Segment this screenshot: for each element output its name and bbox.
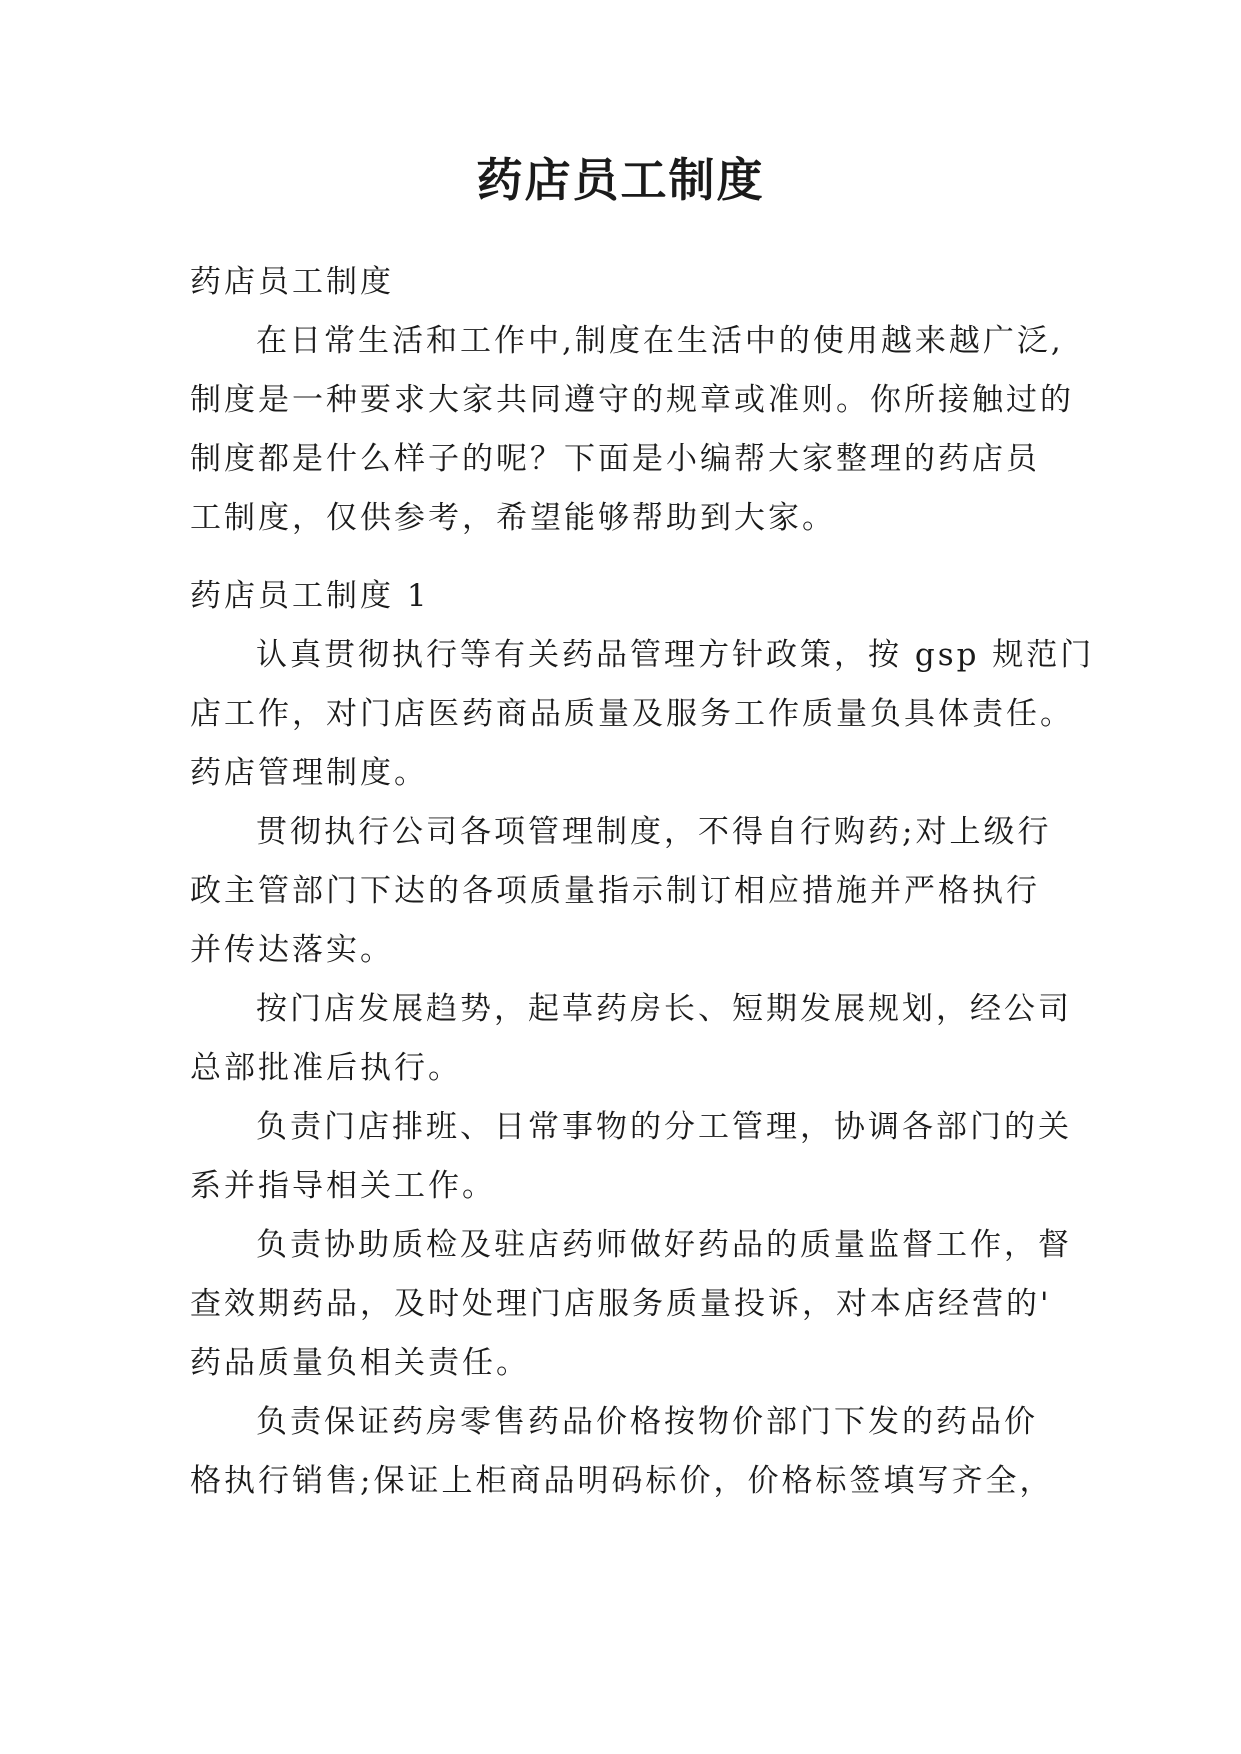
paragraph-line: 格执行销售;保证上柜商品明码标价，价格标签填写齐全， (190, 1463, 1054, 1499)
paragraph-line: 药品质量负相关责任。 (190, 1345, 530, 1381)
paragraph-line: 贯彻执行公司各项管理制度，不得自行购药;对上级行 (256, 814, 1052, 850)
section-1-heading: 药店员工制度 1 (190, 578, 430, 614)
section-1 (190, 567, 1095, 1511)
paragraph-line: 系并指导相关工作。 (190, 1168, 496, 1204)
paragraph-line: 负责保证药房零售药品价格按物价部门下发的药品价 (256, 1404, 1038, 1440)
paragraph-line: 药店管理制度。 (190, 755, 428, 791)
paragraph-line: 负责门店排班、日常事物的分工管理，协调各部门的关 (256, 1109, 1072, 1145)
intro-line: 制度是一种要求大家共同遵守的规章或准则。你所接触过的 (190, 382, 1074, 418)
paragraph-line: 并传达落实。 (190, 932, 394, 968)
paragraph-line: 按门店发展趋势，起草药房长、短期发展规划，经公司 (256, 991, 1072, 1027)
paragraph-line: 店工作，对门店医药商品质量及服务工作质量负具体责任。 (190, 696, 1074, 732)
document-title: 药店员工制度 (476, 153, 765, 207)
paragraph-line: 查效期药品，及时处理门店服务质量投诉，对本店经营的' (190, 1286, 1052, 1322)
intro-section (190, 253, 1074, 548)
intro-line: 在日常生活和工作中,制度在生活中的使用越来越广泛, (256, 323, 1064, 359)
paragraph-line: 总部批准后执行。 (190, 1050, 462, 1086)
paragraph-line: 认真贯彻执行等有关药品管理方针政策，按 gsp 规范门 (256, 637, 1095, 673)
paragraph-line: 负责协助质检及驻店药师做好药品的质量监督工作，督 (256, 1227, 1072, 1263)
intro-heading: 药店员工制度 (190, 264, 394, 300)
paragraph-line: 政主管部门下达的各项质量指示制订相应措施并严格执行 (190, 873, 1040, 909)
intro-line: 制度都是什么样子的呢？下面是小编帮大家整理的药店员 (190, 441, 1040, 477)
intro-line: 工制度，仅供参考，希望能够帮助到大家。 (190, 500, 836, 536)
